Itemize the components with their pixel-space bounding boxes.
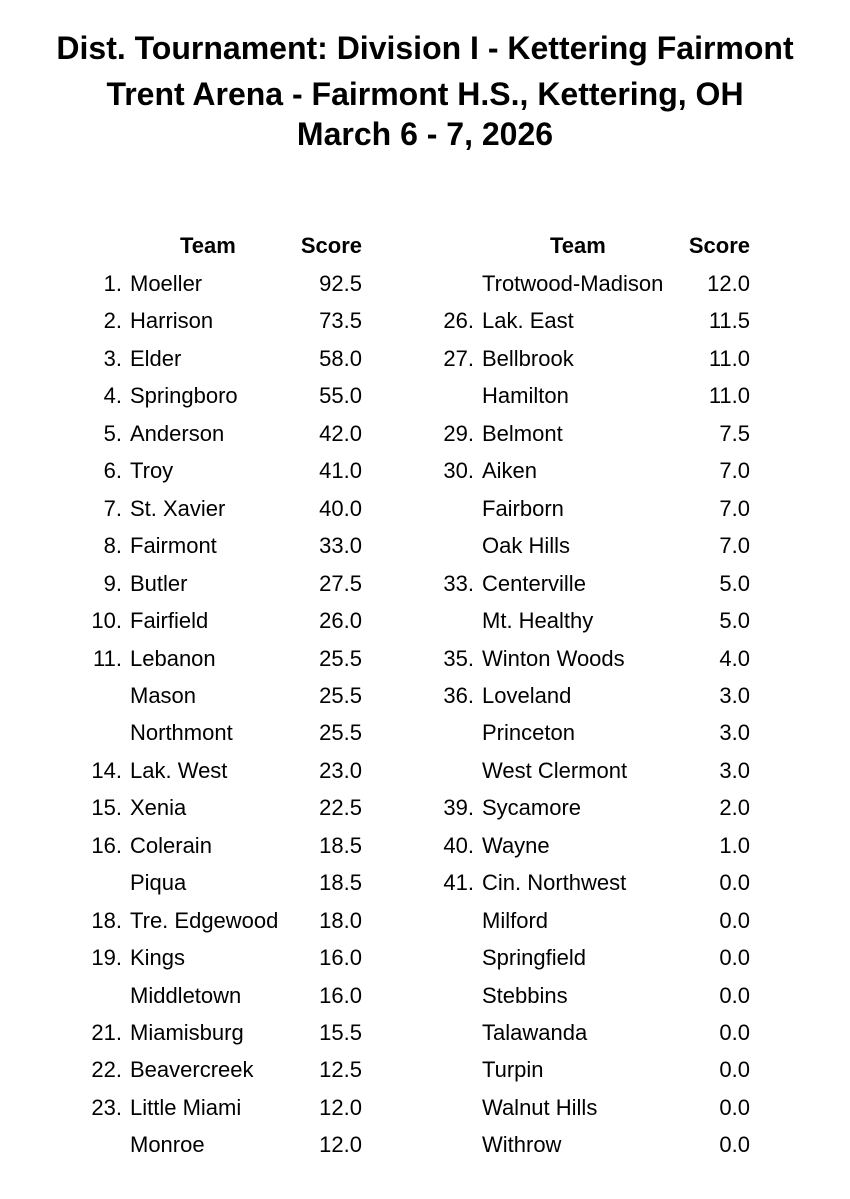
score-cell: 33.0 [319, 533, 362, 558]
team-cell: Fairmont [130, 533, 217, 558]
rank-cell: 27. [443, 346, 474, 371]
score-cell: 3.0 [719, 720, 750, 745]
score-cell: 2.0 [719, 795, 750, 820]
rank-cell: 18. [91, 908, 122, 933]
score-cell: 18.0 [319, 908, 362, 933]
team-cell: Bellbrook [482, 346, 574, 371]
rank-cell: 35. [443, 646, 474, 671]
score-cell: 18.5 [319, 870, 362, 895]
rank-cell: 6. [103, 458, 122, 483]
rank-cell: 21. [91, 1020, 122, 1045]
rank-cell: 1. [103, 271, 122, 296]
score-cell: 23.0 [319, 758, 362, 783]
score-cell: 0.0 [719, 1132, 750, 1157]
score-cell: 27.5 [319, 571, 362, 596]
team-cell: Xenia [130, 795, 187, 820]
score-cell: 12.0 [319, 1095, 362, 1120]
rank-cell: 5. [103, 421, 122, 446]
team-cell: Kings [130, 945, 186, 970]
team-cell: Beavercreek [130, 1057, 254, 1082]
title-line-2: Trent Arena - Fairmont H.S., Kettering, OH [106, 76, 744, 112]
score-cell: 3.0 [719, 683, 750, 708]
team-cell: Mt. Healthy [482, 608, 594, 633]
team-cell: Springfield [482, 945, 586, 970]
score-cell: 41.0 [319, 458, 362, 483]
team-cell: Hamilton [482, 383, 569, 408]
team-cell: Loveland [482, 683, 572, 708]
team-cell: Milford [482, 908, 549, 933]
score-cell: 11.5 [708, 308, 750, 333]
score-cell: 25.5 [319, 683, 362, 708]
rank-cell: 7. [103, 496, 122, 521]
score-cell: 58.0 [319, 346, 362, 371]
rank-cell: 14. [91, 758, 122, 783]
rank-cell: 26. [443, 308, 474, 333]
team-cell: Lak. East [482, 308, 574, 333]
team-cell: Withrow [482, 1132, 562, 1157]
rank-cell: 9. [103, 571, 122, 596]
team-header-right: Team [550, 233, 606, 258]
team-cell: Butler [130, 571, 188, 596]
team-cell: Troy [130, 458, 174, 483]
team-cell: Turpin [482, 1057, 544, 1082]
score-cell: 1.0 [719, 833, 750, 858]
rank-cell: 3. [103, 346, 122, 371]
score-cell: 3.0 [719, 758, 750, 783]
team-cell: Walnut Hills [482, 1095, 598, 1120]
team-cell: Little Miami [130, 1095, 242, 1120]
score-cell: 22.5 [319, 795, 362, 820]
team-cell: Monroe [130, 1132, 205, 1157]
rank-cell: 15. [91, 795, 122, 820]
score-cell: 40.0 [319, 496, 362, 521]
score-cell: 12.5 [319, 1057, 362, 1082]
score-cell: 55.0 [319, 383, 362, 408]
rank-cell: 11. [93, 646, 122, 671]
rank-cell: 36. [443, 683, 474, 708]
score-header-left: Score [300, 233, 362, 258]
team-cell: Tre. Edgewood [130, 908, 279, 933]
team-cell: Centerville [482, 571, 586, 596]
team-cell: Belmont [482, 421, 563, 446]
score-cell: 16.0 [319, 945, 362, 970]
score-cell: 7.0 [719, 533, 750, 558]
score-cell: 42.0 [319, 421, 362, 446]
team-cell: West Clermont [482, 758, 628, 783]
team-cell: Moeller [130, 271, 203, 296]
score-cell: 11.0 [708, 383, 750, 408]
score-cell: 4.0 [719, 646, 750, 671]
rank-cell: 2. [103, 308, 122, 333]
rank-cell: 4. [103, 383, 122, 408]
rank-cell: 33. [443, 571, 474, 596]
rank-cell: 19. [91, 945, 122, 970]
team-cell: Lak. West [130, 758, 228, 783]
team-cell: Aiken [482, 458, 538, 483]
score-header-right: Score [688, 233, 750, 258]
team-cell: Anderson [130, 421, 225, 446]
score-cell: 11.0 [708, 346, 750, 371]
score-cell: 16.0 [319, 983, 362, 1008]
rank-cell: 41. [443, 870, 474, 895]
score-cell: 12.0 [319, 1132, 362, 1157]
team-cell: Harrison [130, 308, 214, 333]
team-cell: Fairborn [482, 496, 564, 521]
score-cell: 92.5 [319, 271, 362, 296]
team-cell: Miamisburg [130, 1020, 244, 1045]
rank-cell: 22. [91, 1057, 122, 1082]
rank-cell: 30. [443, 458, 474, 483]
team-cell: Princeton [482, 720, 575, 745]
score-cell: 7.0 [719, 496, 750, 521]
score-cell: 5.0 [719, 571, 750, 596]
score-cell: 0.0 [719, 1020, 750, 1045]
title-line-3: March 6 - 7, 2026 [296, 116, 554, 152]
score-cell: 0.0 [719, 983, 750, 1008]
rank-cell: 8. [103, 533, 122, 558]
team-cell: Cin. Northwest [482, 870, 627, 895]
team-cell: St. Xavier [130, 496, 226, 521]
team-cell: Talawanda [482, 1020, 588, 1045]
score-cell: 7.0 [719, 458, 750, 483]
team-cell: Mason [130, 683, 197, 708]
team-cell: Northmont [130, 720, 233, 745]
score-cell: 12.0 [707, 271, 750, 296]
score-cell: 7.5 [719, 421, 750, 446]
rank-cell: 23. [91, 1095, 122, 1120]
score-cell: 18.5 [319, 833, 362, 858]
team-cell: Middletown [130, 983, 242, 1008]
score-cell: 0.0 [719, 1095, 750, 1120]
score-cell: 73.5 [319, 308, 362, 333]
score-cell: 25.5 [319, 646, 362, 671]
title-line-1: Dist. Tournament: Division I - Kettering Fairmont [56, 30, 794, 66]
team-cell: Elder [130, 346, 182, 371]
rank-cell: 39. [443, 795, 474, 820]
score-cell: 0.0 [719, 1057, 750, 1082]
score-cell: 26.0 [319, 608, 362, 633]
team-cell: Wayne [482, 833, 550, 858]
team-cell: Lebanon [130, 646, 216, 671]
team-cell: Winton Woods [482, 646, 625, 671]
team-header-left: Team [180, 233, 236, 258]
score-cell: 0.0 [719, 870, 750, 895]
score-cell: 5.0 [719, 608, 750, 633]
score-cell: 25.5 [319, 720, 362, 745]
score-cell: 15.5 [319, 1020, 362, 1045]
team-cell: Fairfield [130, 608, 209, 633]
score-cell: 0.0 [719, 945, 750, 970]
team-cell: Colerain [130, 833, 212, 858]
team-cell: Trotwood-Madison [482, 271, 664, 296]
score-cell: 0.0 [719, 908, 750, 933]
rank-cell: 10. [91, 608, 122, 633]
team-cell: Sycamore [482, 795, 582, 820]
team-cell: Piqua [130, 870, 187, 895]
rank-cell: 40. [443, 833, 474, 858]
team-cell: Stebbins [482, 983, 568, 1008]
team-cell: Oak Hills [482, 533, 571, 558]
team-cell: Springboro [130, 383, 238, 408]
rank-cell: 16. [91, 833, 122, 858]
rank-cell: 29. [443, 421, 474, 446]
